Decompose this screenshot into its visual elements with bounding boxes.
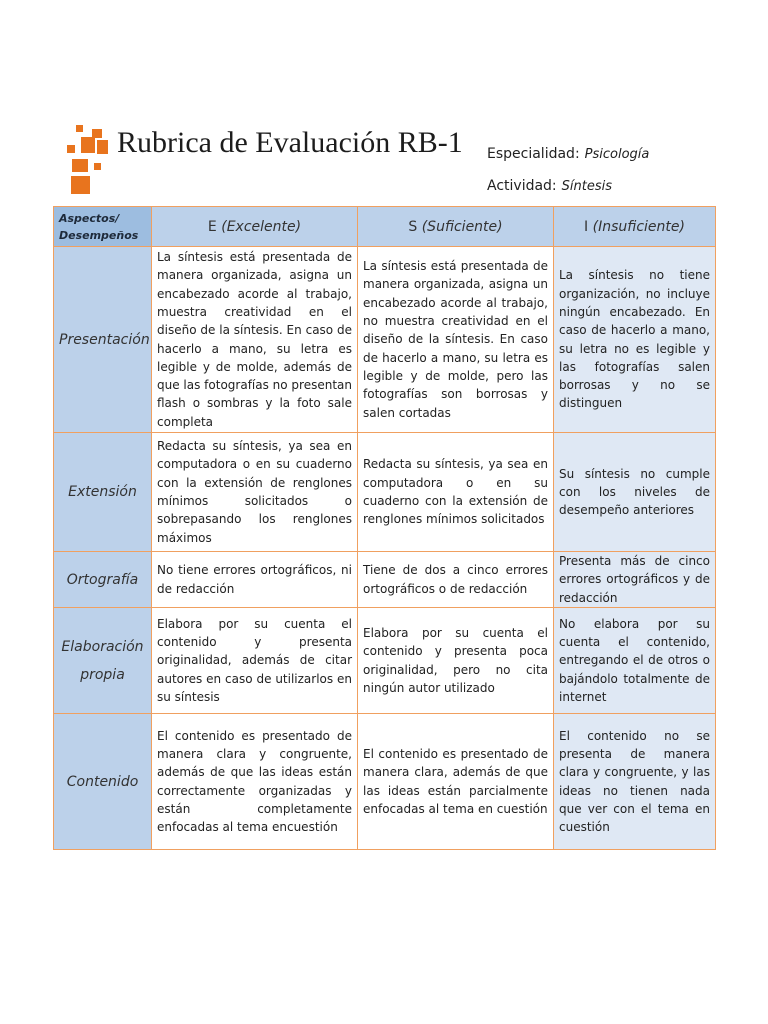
header-i-letter: I (584, 218, 589, 235)
cell-insuficiente: La síntesis no tiene organización, no incluye ningún encabezado. En caso de hacerlo a mano, su letra no es legible y las fotografías salen borrosas y no se distinguen (554, 247, 716, 433)
cell-excelente: No tiene errores ortográficos, ni de redacción (152, 552, 358, 608)
header-aspects: Aspectos/ Desempeños (54, 207, 152, 247)
header-i-name: (Insuficiente) (592, 218, 685, 235)
cell-insuficiente: El contenido no se presenta de manera clara y congruente, y las ideas no tienen nada que ver con el tema en cuestión (554, 714, 716, 850)
aspect-elaboracion-propia: Elaboración propia (54, 608, 152, 714)
table-row (54, 608, 716, 714)
aspect-extension: Extensión (54, 433, 152, 552)
table-row (54, 552, 716, 608)
cell-excelente: El contenido es presentado de manera clara y congruente, además de que las ideas están correctamente organizadas y están completamente enfocadas al tema encuestión (152, 714, 358, 850)
page-title: Rubrica de Evaluación RB-1 (117, 126, 463, 159)
header-s-letter: S (408, 218, 418, 235)
activity-value: Síntesis (561, 179, 613, 194)
table-row (54, 433, 716, 552)
table-header-row (54, 207, 716, 247)
cell-suficiente: El contenido es presentado de manera clara, además de que las ideas están parcialmente enfocadas al tema en cuestión (358, 714, 554, 850)
header-e-letter: E (207, 218, 217, 235)
cell-excelente: Redacta su síntesis, ya sea en computadora o en su cuaderno con la extensión de renglones mínimos solicitados o sobrepasando los renglones máximos (152, 433, 358, 552)
activity-label: Actividad: (487, 178, 557, 194)
header-suficiente (358, 207, 554, 247)
aspect-contenido: Contenido (54, 714, 152, 850)
cell-insuficiente: No elabora por su cuenta el contenido, entregando el de otros o bajándolo totalmente de internet (554, 608, 716, 714)
specialty-label: Especialidad: (487, 146, 580, 162)
cell-suficiente: La síntesis está presentada de manera organizada, asigna un encabezado acorde al trabajo, no muestra creatividad en el diseño de la síntesis. En caso de hacerlo a mano, su letra es legible y de molde, pero las fotografías son borrosas y salen cortadas (358, 247, 554, 433)
header-s-name: (Suficiente) (421, 218, 503, 235)
cell-insuficiente: Presenta más de cinco errores ortográficos y de redacción (554, 552, 716, 608)
header-insuficiente (554, 207, 716, 247)
table-row (54, 247, 716, 433)
logo-icon (64, 125, 114, 197)
cell-excelente: Elabora por su cuenta el contenido y presenta originalidad, además de citar autores en caso de utilizarlos en su síntesis (152, 608, 358, 714)
rubric-table (53, 206, 716, 850)
specialty-value: Psicología (584, 147, 650, 162)
cell-suficiente: Elabora por su cuenta el contenido y presenta poca originalidad, pero no cita ningún autor utilizado (358, 608, 554, 714)
activity-line (487, 178, 612, 194)
cell-suficiente: Tiene de dos a cinco errores ortográficos o de redacción (358, 552, 554, 608)
header-e-name: (Excelente) (221, 218, 302, 235)
cell-suficiente: Redacta su síntesis, ya sea en computadora o en su cuaderno con la extensión de renglones mínimos solicitados (358, 433, 554, 552)
header-excelente (152, 207, 358, 247)
aspect-presentacion: Presentación (54, 247, 152, 433)
specialty-line (487, 146, 649, 162)
cell-excelente: La síntesis está presentada de manera organizada, asigna un encabezado acorde al trabajo, muestra creatividad en el diseño de la síntesis. En caso de hacerlo a mano, su letra es legible y de molde, además de que las fotografías no presentan flash o sombras y la foto sale completa (152, 247, 358, 433)
table-row (54, 714, 716, 850)
cell-insuficiente: Su síntesis no cumple con los niveles de desempeño anteriores (554, 433, 716, 552)
aspect-ortografia: Ortografía (54, 552, 152, 608)
